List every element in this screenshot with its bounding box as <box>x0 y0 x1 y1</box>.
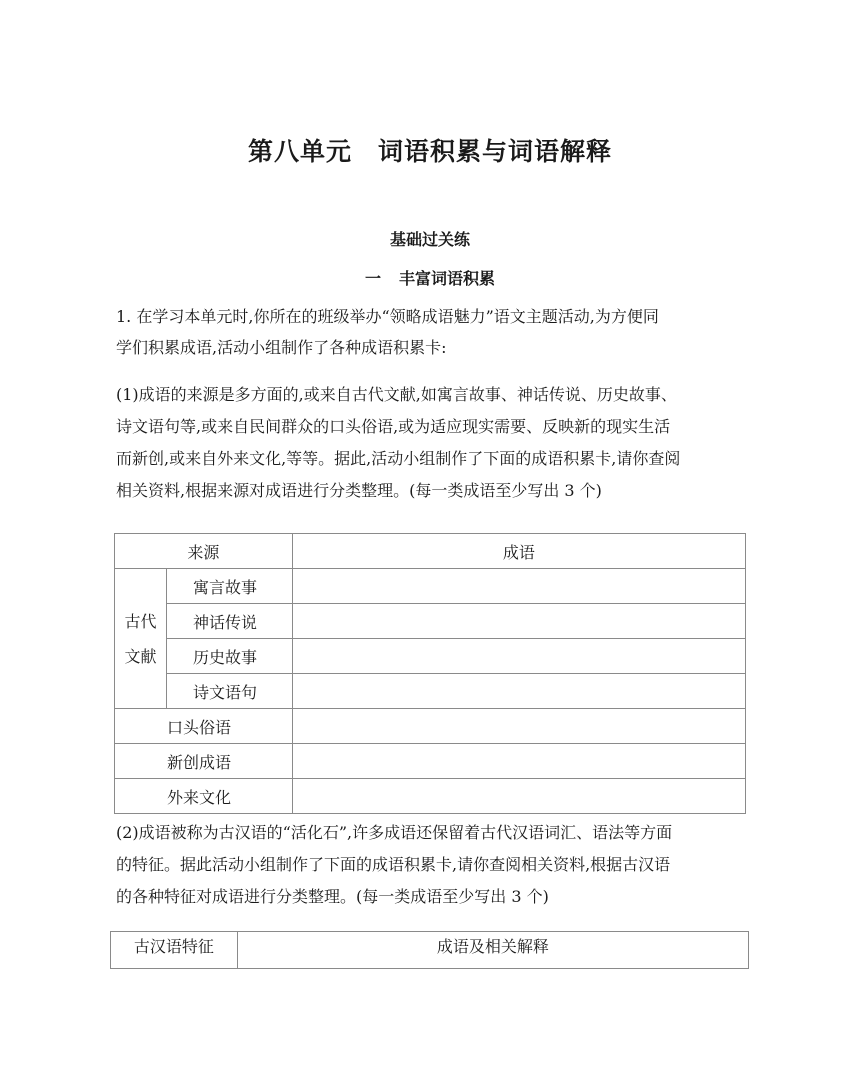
row-label: 寓言故事 <box>166 569 292 604</box>
table-row <box>115 709 746 744</box>
subsection-heading <box>0 266 860 289</box>
answer-cell[interactable] <box>292 639 745 674</box>
page-title <box>0 132 860 168</box>
subsection-number: 一 <box>364 269 381 288</box>
row-label: 新创成语 <box>115 744 293 779</box>
text-line: 而新创,或来自外来文化,等等。据此,活动小组制作了下面的成语积累卡,请你查阅 <box>116 449 681 468</box>
table-row <box>115 569 746 604</box>
idiom-source-table <box>114 533 746 814</box>
section-heading: 基础过关练 <box>389 230 470 249</box>
text-line: 诗文语句等,或来自民间群众的口头俗语,或为适应现实需要、反映新的现实生活 <box>116 417 671 436</box>
text-line: 的各种特征对成语进行分类整理。(每一类成语至少写出 3 个) <box>116 887 549 906</box>
row-label: 外来文化 <box>115 779 293 814</box>
question-1-part-1 <box>116 379 756 507</box>
group-label-line: 古代 <box>124 611 157 631</box>
answer-cell[interactable] <box>292 569 745 604</box>
answer-cell[interactable] <box>292 779 745 814</box>
subsection-title: 丰富词语积累 <box>399 269 496 288</box>
ancient-chinese-feature-table <box>110 931 749 969</box>
text-line: (2)成语被称为古汉语的“活化石”,许多成语还保留着古代汉语词汇、语法等方面 <box>116 823 673 842</box>
header-idioms: 成语 <box>292 534 745 569</box>
table-row <box>115 604 746 639</box>
group-label-line: 文献 <box>124 646 157 666</box>
question-1-intro <box>116 301 756 363</box>
row-label: 诗文语句 <box>166 674 292 709</box>
text-line: 相关资料,根据来源对成语进行分类整理。(每一类成语至少写出 3 个) <box>116 481 602 500</box>
table-row <box>115 779 746 814</box>
table-header-row <box>115 534 746 569</box>
answer-cell[interactable] <box>292 604 745 639</box>
question-1-part-2 <box>116 817 756 913</box>
table-row <box>115 744 746 779</box>
text-line: 的特征。据此活动小组制作了下面的成语积累卡,请你查阅相关资料,根据古汉语 <box>116 855 671 874</box>
table-row <box>115 674 746 709</box>
table-header-row <box>111 932 749 969</box>
text-line: 1. 在学习本单元时,你所在的班级举办“领略成语魅力”语文主题活动,为方便同 <box>116 307 659 326</box>
unit-label: 第八单元 <box>247 137 352 166</box>
row-label: 历史故事 <box>166 639 292 674</box>
unit-topic: 词语积累与词语解释 <box>378 137 613 166</box>
row-label: 口头俗语 <box>115 709 293 744</box>
row-label: 神话传说 <box>166 604 292 639</box>
answer-cell[interactable] <box>292 709 745 744</box>
header-feature: 古汉语特征 <box>111 932 238 969</box>
table-row <box>115 639 746 674</box>
text-line: (1)成语的来源是多方面的,或来自古代文献,如寓言故事、神话传说、历史故事、 <box>116 385 677 404</box>
answer-cell[interactable] <box>292 674 745 709</box>
text-line: 学们积累成语,活动小组制作了各种成语积累卡: <box>116 338 447 357</box>
group-label-ancient-literature <box>115 569 167 709</box>
header-source: 来源 <box>115 534 293 569</box>
header-idioms-explanation: 成语及相关解释 <box>237 932 748 969</box>
answer-cell[interactable] <box>292 744 745 779</box>
